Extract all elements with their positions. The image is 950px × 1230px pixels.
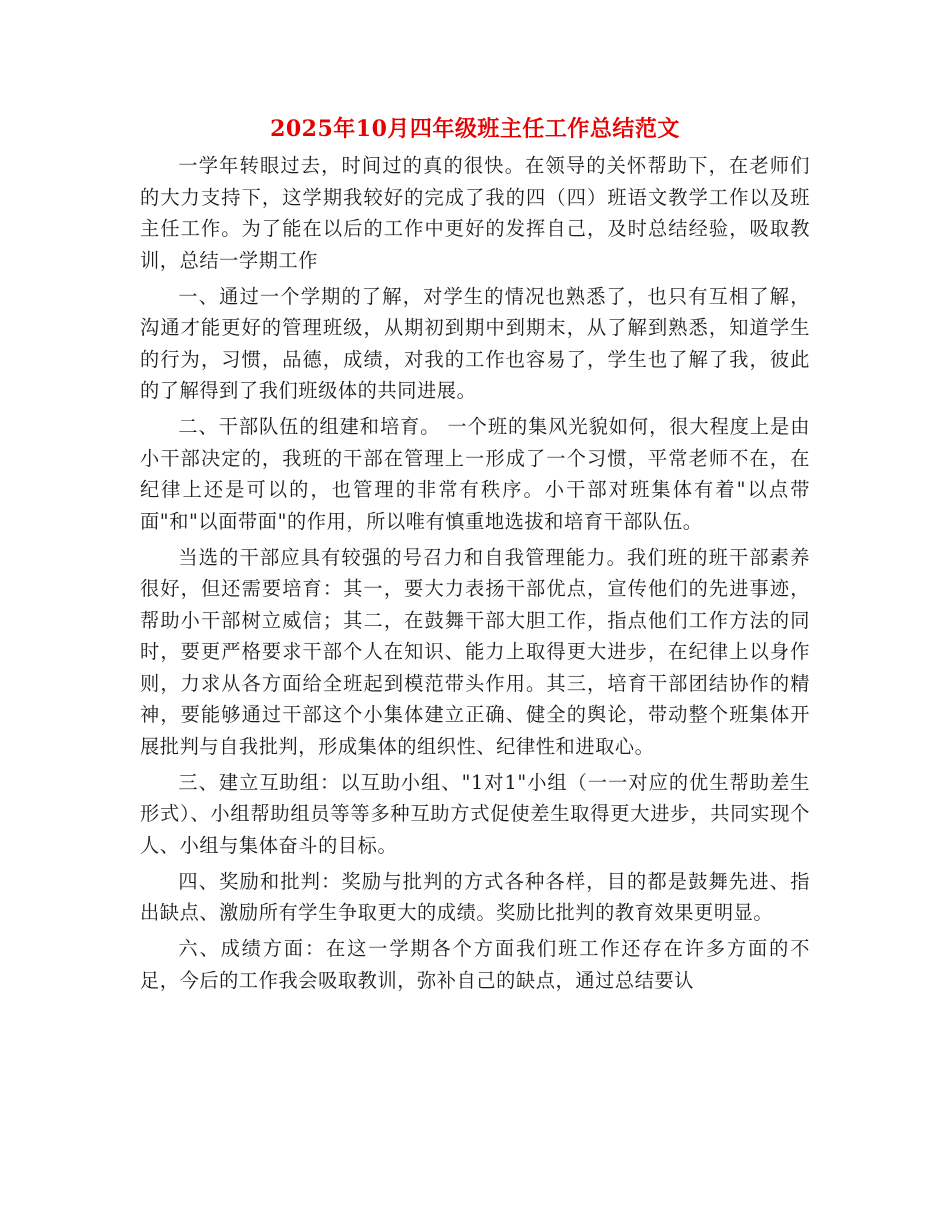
paragraph-section-6: 六、成绩方面：在这一学期各个方面我们班工作还存在许多方面的不足，今后的工作我会吸取教训，弥补自己的缺点，通过总结要认 (140, 937, 810, 992)
paragraph-section-1: 一、通过一个学期的了解，对学生的情况也熟悉了，也只有互相了解，沟通才能更好的管理班级，从期初到期中到期末，从了解到熟悉，知道学生的行为，习惯，品德，成绩，对我的工作也容易了，学生也了解了我，彼此的了解得到了我们班级体的共同进展。 (140, 284, 810, 402)
paragraph-cadre-training: 当选的干部应具有较强的号召力和自我管理能力。我们班的班干部素养很好，但还需要培育：其一，要大力表扬干部优点，宣传他们的先进事迹，帮助小干部树立威信；其二，在鼓舞干部大胆工作，指点他们工作方法的同时，要更严格要求干部个人在知识、能力上取得更大进步，在纪律上以身作则，力求从各方面给全班起到模范带头作用。其三，培育干部团结协作的精神，要能够通过干部这个小集体建立正确、健全的舆论，带动整个班集体开展批判与自我批判，形成集体的组织性、纪律性和进取心。 (140, 545, 810, 758)
paragraph-section-2: 二、干部队伍的组建和培育。 一个班的集风光貌如何，很大程度上是由小干部决定的，我班的干部在管理上一形成了一个习惯，平常老师不在，在纪律上还是可以的，也管理的非常有秩序。小干部对班集体有着"以点带面"和"以面带面"的作用，所以唯有慎重地选拔和培育干部队伍。 (140, 415, 810, 533)
paragraph-section-3: 三、建立互助组：以互助小组、"1对1"小组（一一对应的优生帮助差生形式）、小组帮助组员等等多种互助方式促使差生取得更大进步，共同实现个人、小组与集体奋斗的目标。 (140, 770, 810, 857)
paragraph-section-4: 四、奖励和批判：奖励与批判的方式各种各样，目的都是鼓舞先进、指出缺点、激励所有学生争取更大的成绩。奖励比批判的教育效果更明显。 (140, 869, 810, 924)
document-body (140, 150, 810, 1001)
document-title: 2025年10月四年级班主任工作总结范文 (270, 116, 680, 142)
paragraph-intro: 一学年转眼过去，时间过的真的很快。在领导的关怀帮助下，在老师们的大力支持下，这学期我较好的完成了我的四（四）班语文教学工作以及班主任工作。为了能在以后的工作中更好的发挥自己，及时总结经验，吸取教训，总结一学期工作 (140, 154, 810, 272)
